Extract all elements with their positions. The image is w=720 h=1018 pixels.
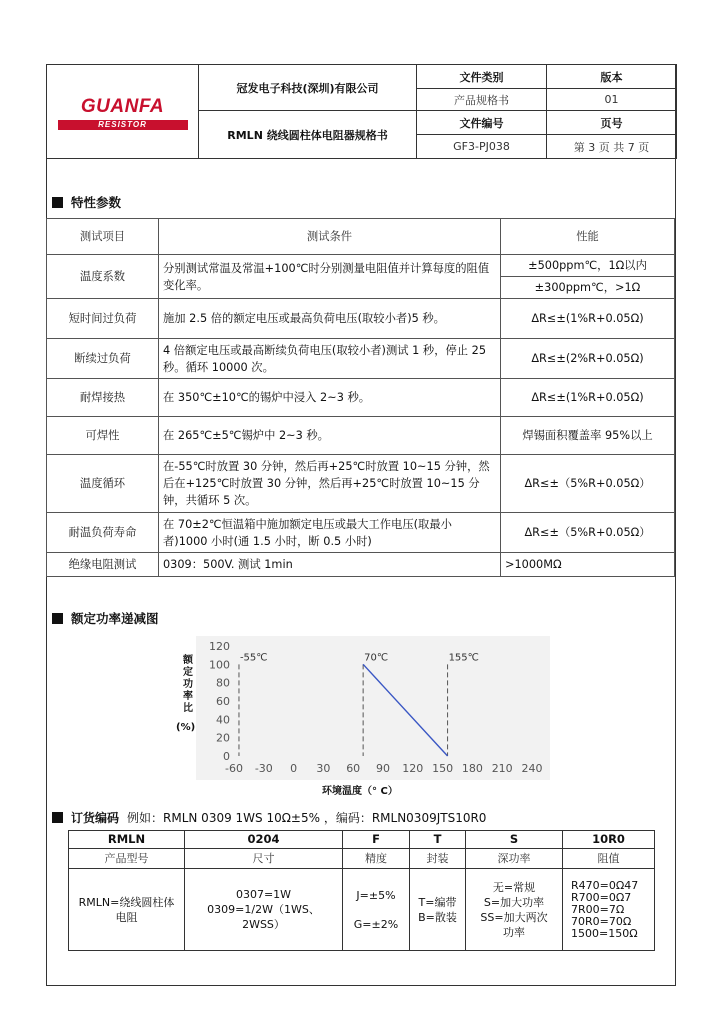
option-line: G=±2%	[353, 917, 399, 931]
characteristics-heading	[52, 193, 121, 211]
row-condition: 4 倍额定电压或最高断续负荷电压(取较小者)测试 1 秒，停止 25 秒。循环 10000 次。	[159, 339, 501, 379]
option-line: R700=0Ω7	[571, 890, 632, 904]
code-row	[69, 831, 655, 849]
doc-number-label: 文件编号	[417, 111, 547, 135]
company-name: 冠发电子科技(深圳)有限公司	[199, 65, 417, 111]
code-power: S	[466, 831, 563, 849]
spec-title: RMLN 绕线圆柱体电阻器规格书	[199, 111, 417, 159]
bullet-square-icon	[52, 613, 63, 624]
doc-type-value: 产品规格书	[417, 89, 547, 111]
ordering-heading	[52, 809, 486, 826]
table-row	[47, 553, 675, 577]
row-item: 耐焊接热	[47, 379, 159, 417]
option-power	[466, 869, 563, 951]
option-line: 0309=1/2W（1WS、	[207, 903, 320, 916]
x-tick-label: 0	[290, 762, 298, 775]
name-tolerance: 精度	[343, 849, 410, 869]
y-tick-label: 60	[216, 695, 230, 708]
x-tick-label: 30	[316, 762, 331, 775]
name-model: 产品型号	[69, 849, 185, 869]
row-item: 温度系数	[47, 255, 159, 299]
row-item: 绝缘电阻测试	[47, 553, 159, 577]
y-tick-label: 120	[209, 640, 230, 653]
table-row	[47, 417, 675, 455]
option-size	[185, 869, 343, 951]
header-item: 测试项目	[47, 219, 159, 255]
y-axis-label-char: 定	[183, 667, 193, 678]
table-row	[47, 513, 675, 553]
document-header	[46, 64, 677, 159]
row-condition: 在-55℃时放置 30 分钟，然后再+25℃时放置 10~15 分钟，然后在+125℃时放置 30 分钟，然后再+25℃时放置 10~15 分钟，共循环 5 次。	[159, 455, 501, 513]
option-line: 0307=1W	[235, 888, 292, 901]
ordering-title: 订货编码	[71, 811, 120, 825]
code-tolerance: F	[343, 831, 410, 849]
row-condition: 在 350℃±10℃的锡炉中浸入 2~3 秒。	[159, 379, 501, 417]
logo-subtitle: RESISTOR	[58, 120, 188, 130]
code-size: 0204	[185, 831, 343, 849]
y-axis-label-char: 额	[183, 655, 193, 666]
option-line: 功率	[503, 925, 525, 939]
table-row	[47, 299, 675, 339]
x-tick-label: 180	[461, 762, 483, 775]
option-line: J=±5%	[356, 888, 396, 902]
row-performance: ΔR≤±(1%R+0.05Ω)	[501, 299, 675, 339]
y-tick-label: 100	[209, 658, 230, 672]
y-axis-label-char: 功	[183, 679, 193, 690]
option-line: RMLN=绕线圆柱体	[78, 895, 175, 909]
y-tick-label: 80	[216, 676, 230, 690]
row-condition: 在 70±2℃恒温箱中施加额定电压或最大工作电压(取最小者)1000 小时(通 1.5 小时，断 0.5 小时)	[159, 513, 501, 553]
table-row	[47, 255, 675, 277]
y-axis-label	[181, 655, 195, 715]
y-axis-unit: (%)	[176, 722, 196, 733]
y-tick-label: 0	[223, 750, 230, 763]
table-row	[47, 379, 675, 417]
option-package	[410, 869, 466, 951]
x-tick-label: 120	[402, 762, 424, 775]
y-axis-label-char: 比	[183, 703, 193, 714]
option-resistance	[563, 869, 655, 951]
row-performance: ΔR≤±(2%R+0.05Ω)	[501, 339, 675, 379]
company-logo	[47, 65, 199, 159]
option-line: S=加大功率	[483, 895, 545, 909]
ordering-example: 例如：RMLN 0309 1WS 10Ω±5% ，编码：RMLN0309JTS10R0	[127, 811, 487, 825]
x-tick-label: 210	[491, 762, 513, 775]
row-performance: 焊锡面积覆盖率 95%以上	[501, 417, 675, 455]
characteristics-title: 特性参数	[71, 195, 122, 210]
x-tick-label: 90	[376, 762, 390, 775]
ordering-table	[68, 830, 655, 951]
row-condition: 0309：500V. 测试 1min	[159, 553, 501, 577]
reference-label: 155℃	[448, 652, 479, 664]
row-item: 耐温负荷寿命	[47, 513, 159, 553]
option-line: 7R00=7Ω	[571, 902, 625, 916]
table-header-row	[47, 219, 675, 255]
row-performance: ΔR≤±（5%R+0.05Ω）	[501, 513, 675, 553]
option-line: T=编带	[418, 895, 457, 909]
option-line: 无=常规	[492, 880, 536, 894]
row-performance: >1000MΩ	[501, 553, 675, 577]
name-resistance: 阻值	[563, 849, 655, 869]
bullet-square-icon	[52, 197, 63, 208]
code-resistance: 10R0	[563, 831, 655, 849]
row-item: 断续过负荷	[47, 339, 159, 379]
derating-chart	[196, 636, 550, 780]
option-line: 70R0=70Ω	[571, 914, 632, 928]
row-condition: 施加 2.5 倍的额定电压或最高负荷电压(取较小者)5 秒。	[159, 299, 501, 339]
name-row	[69, 849, 655, 869]
version-label: 版本	[547, 65, 677, 89]
option-row	[69, 869, 655, 951]
header-performance: 性能	[501, 219, 675, 255]
table-row	[47, 339, 675, 379]
page-number: 第 3 页 共 7 页	[547, 135, 677, 159]
row-item: 温度循环	[47, 455, 159, 513]
y-tick-label: 20	[216, 731, 230, 745]
row-performance: ΔR≤±（5%R+0.05Ω）	[501, 455, 675, 513]
doc-number-value: GF3-PJ038	[417, 135, 547, 159]
option-tolerance	[343, 869, 410, 951]
option-model	[69, 869, 185, 951]
characteristics-table	[46, 218, 675, 577]
reference-label: 70℃	[364, 652, 389, 664]
x-tick-label: 60	[346, 762, 361, 775]
version-value: 01	[547, 89, 677, 111]
name-package: 封装	[410, 849, 466, 869]
doc-type-label: 文件类别	[417, 65, 547, 89]
row-condition: 在 265℃±5℃锡炉中 2~3 秒。	[159, 417, 501, 455]
header-condition: 测试条件	[159, 219, 501, 255]
logo-wordmark: GUANFA	[80, 95, 165, 117]
option-line: SS=加大两次	[480, 910, 548, 924]
reference-label: -55℃	[239, 652, 268, 664]
option-line: B=散装	[418, 910, 457, 924]
row-item: 可焊性	[47, 417, 159, 455]
code-model: RMLN	[69, 831, 185, 849]
row-condition: 分别测试常温及常温+100℃时分别测量电阻值并计算每度的阻值变化率。	[159, 255, 501, 299]
table-row	[47, 455, 675, 513]
option-line: 电阻	[115, 910, 138, 924]
row-performance: ±500ppm℃，1Ω以内	[501, 255, 675, 277]
x-tick-label: 240	[521, 762, 543, 775]
x-tick-label: -30	[254, 762, 273, 775]
option-line: 1500=150Ω	[571, 926, 638, 940]
derating-title: 额定功率递减图	[71, 611, 159, 626]
option-line: 2WSS）	[242, 918, 285, 931]
derating-heading	[52, 609, 159, 627]
x-axis-label: 环境温度（° C）	[322, 786, 398, 797]
page-label: 页号	[547, 111, 677, 135]
row-performance: ±300ppm℃，>1Ω	[501, 277, 675, 299]
bullet-square-icon	[52, 812, 63, 823]
x-tick-label: -60	[225, 762, 243, 775]
y-tick-label: 40	[216, 713, 230, 727]
code-package: T	[410, 831, 466, 849]
x-tick-label: 150	[432, 762, 454, 775]
row-performance: ΔR≤±(1%R+0.05Ω)	[501, 379, 675, 417]
name-power: 深功率	[466, 849, 563, 869]
option-line: R470=0Ω47	[571, 878, 639, 892]
name-size: 尺寸	[185, 849, 343, 869]
row-item: 短时间过负荷	[47, 299, 159, 339]
y-axis-label-char: 率	[183, 691, 193, 702]
